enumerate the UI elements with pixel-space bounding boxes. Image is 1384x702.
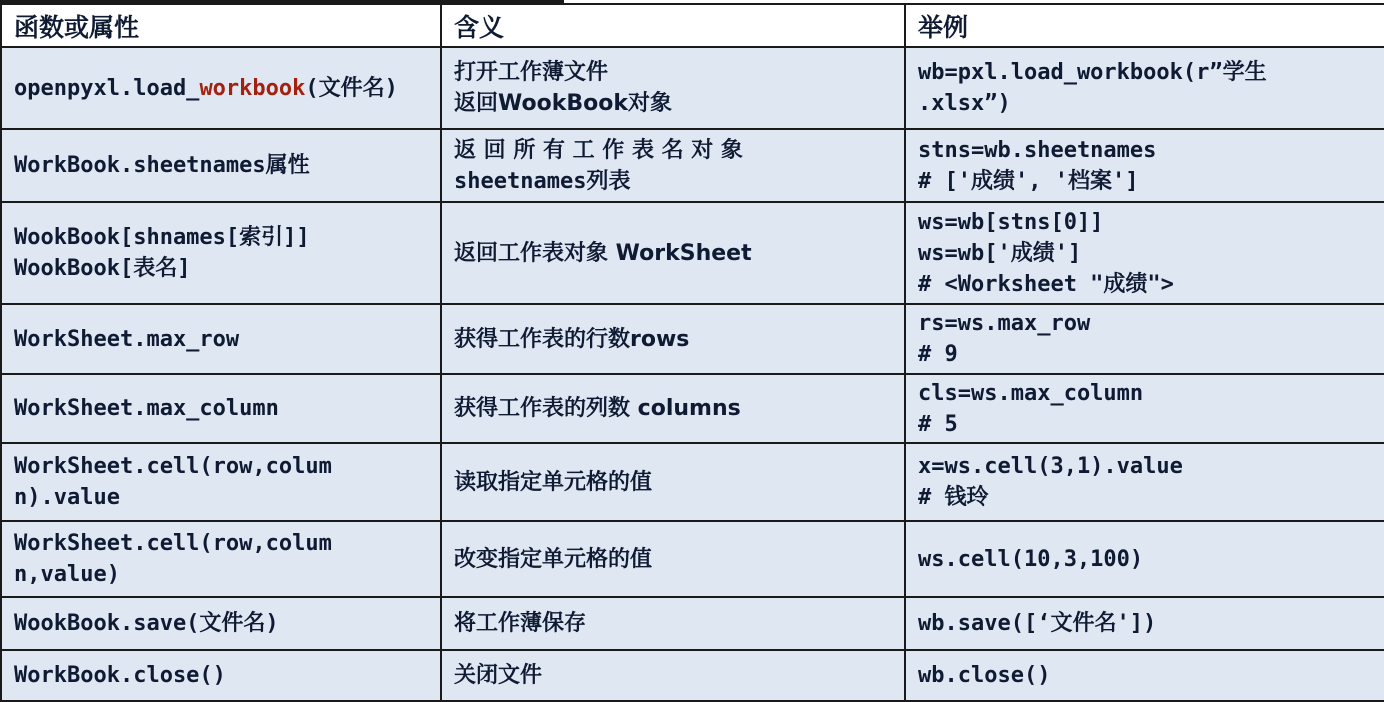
example-line: # 9 xyxy=(918,342,958,367)
function-text: openpyxl.load_ xyxy=(14,75,200,101)
example-line: .xlsx”) xyxy=(918,91,1011,116)
meaning-line: 打开工作薄文件 xyxy=(454,60,609,85)
meaning-cell xyxy=(441,129,905,202)
example-line: ws=wb['成绩'] xyxy=(918,240,1082,266)
meaning-cell: 获得工作表的行数rows xyxy=(441,304,905,374)
function-cell: WookBook.save(文件名) xyxy=(1,597,441,650)
function-cell xyxy=(1,521,441,597)
meaning-cell: 返回工作表对象 WorkSheet xyxy=(441,202,905,304)
function-cell xyxy=(1,443,441,521)
function-text: (文件名) xyxy=(305,75,398,101)
function-cell: WorkSheet.max_row xyxy=(1,304,441,374)
example-line: rs=ws.max_row xyxy=(918,311,1091,336)
function-line: n,value) xyxy=(14,562,120,587)
table-row xyxy=(1,202,1384,304)
meaning-cell: 改变指定单元格的值 xyxy=(441,521,905,597)
example-cell xyxy=(905,47,1384,129)
example-line: wb=pxl.load_workbook(r”学生 xyxy=(918,60,1267,85)
table-row xyxy=(1,597,1384,650)
function-line: n).value xyxy=(14,485,120,510)
table-row xyxy=(1,129,1384,202)
table-row xyxy=(1,443,1384,521)
table-row xyxy=(1,47,1384,129)
example-cell: wb.save([‘文件名']) xyxy=(905,597,1384,650)
example-cell xyxy=(905,304,1384,374)
function-cell xyxy=(1,202,441,304)
example-line: cls=ws.max_column xyxy=(918,380,1144,406)
example-line: stns=wb.sheetnames xyxy=(918,137,1157,163)
meaning-line: 返回WookBook对象 xyxy=(454,91,672,116)
example-cell xyxy=(905,129,1384,202)
example-line: ws=wb[stns[0]] xyxy=(918,209,1104,235)
function-line: WookBook[shnames[索引]] xyxy=(14,225,310,250)
example-line: # ['成绩', '档案'] xyxy=(918,168,1139,194)
function-line: WorkSheet.cell(row,colum xyxy=(14,454,332,479)
meaning-line: 返 回 所 有 工 作 表 名 对 象 xyxy=(454,137,743,163)
example-cell xyxy=(905,374,1384,443)
meaning-cell: 获得工作表的列数 columns xyxy=(441,374,905,443)
function-cell xyxy=(1,47,441,129)
header-example: 举例 xyxy=(905,4,1384,47)
table-row xyxy=(1,374,1384,443)
example-line: # 5 xyxy=(918,411,958,437)
meaning-cell: 将工作薄保存 xyxy=(441,597,905,650)
meaning-line: sheetnames列表 xyxy=(454,168,631,194)
function-line: WookBook[表名] xyxy=(14,256,191,281)
table-row xyxy=(1,521,1384,597)
example-cell xyxy=(905,443,1384,521)
function-highlight: workbook xyxy=(199,75,306,101)
header-row xyxy=(1,4,1384,47)
header-function: 函数或属性 xyxy=(1,4,441,47)
meaning-cell: 关闭文件 xyxy=(441,650,905,701)
function-cell: WorkSheet.max_column xyxy=(1,374,441,443)
example-cell: ws.cell(10,3,100) xyxy=(905,521,1384,597)
function-cell: WorkBook.close() xyxy=(1,650,441,701)
example-line: # 钱玲 xyxy=(918,485,989,510)
example-cell: wb.close() xyxy=(905,650,1384,701)
function-cell: WorkBook.sheetnames属性 xyxy=(1,129,441,202)
api-table xyxy=(0,3,1384,702)
meaning-cell: 读取指定单元格的值 xyxy=(441,443,905,521)
table-row xyxy=(1,304,1384,374)
example-line: x=ws.cell(3,1).value xyxy=(918,454,1183,479)
meaning-cell xyxy=(441,47,905,129)
example-cell xyxy=(905,202,1384,304)
example-line: # <Worksheet "成绩"> xyxy=(918,271,1174,297)
function-line: WorkSheet.cell(row,colum xyxy=(14,531,332,556)
header-meaning: 含义 xyxy=(441,4,905,47)
table-row xyxy=(1,650,1384,701)
